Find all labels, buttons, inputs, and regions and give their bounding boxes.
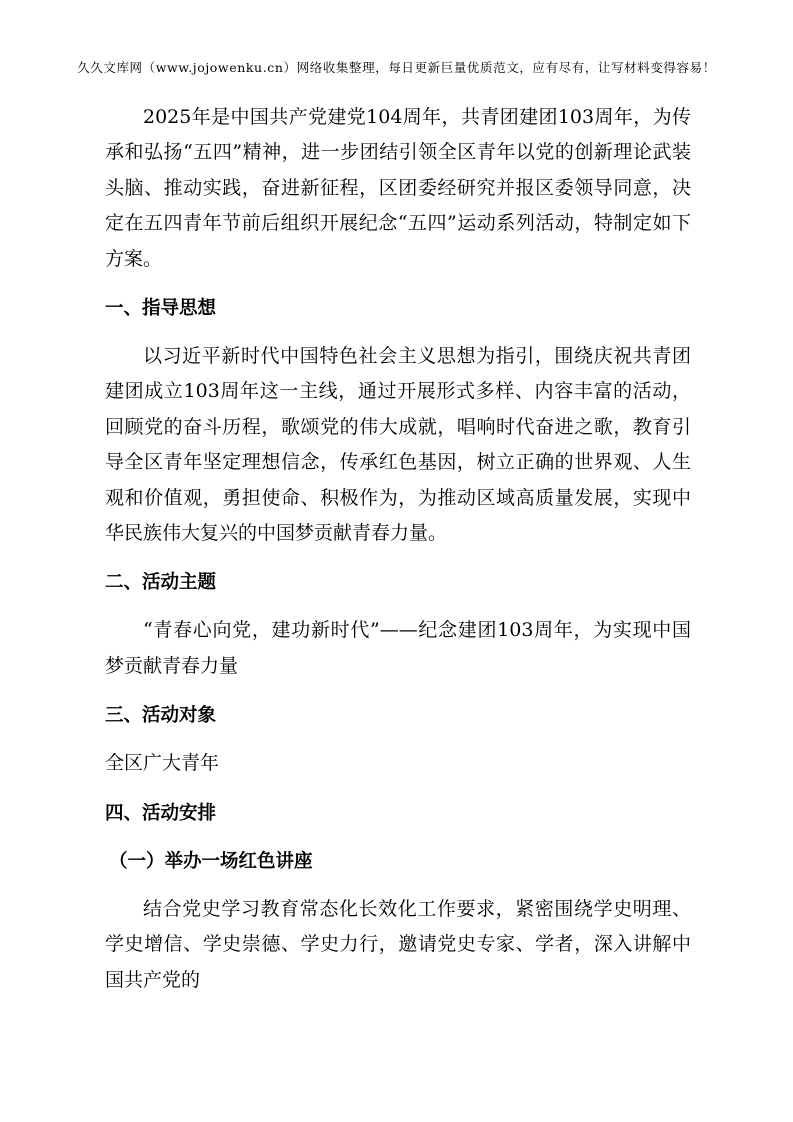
section-title-theme: 二、活动主题 [105,572,217,594]
section-title-target: 三、活动对象 [105,705,217,727]
target-paragraph: 全区广大青年 [105,752,220,775]
intro-paragraph: 2025年是中国共产党建党104周年，共青团建团103周年，为传承和弘扬“五四”精神，进一步团结引领全区青年以党的创新理论武装头脑、推动实践，奋进新征程，区团委经研究并报区委领导同意，决定在五四青年节前后组织开展纪念“五四”运动系列活动，特制定如下方案。 [105,106,691,270]
subsection-title-lecture: （一）举办一场红色讲座 [109,850,313,872]
page-header: 久久文库网（www.jojowenku.cn）网络收集整理，每日更新巨量优质范文，应有尽有，让写材料变得容易！ [77,60,716,75]
lecture-paragraph: 结合党史学习教育常态化长效化工作要求，紧密围绕学史明理、学史增信、学史崇德、学史力行，邀请党史专家、学者，深入讲解中国共产党的 [105,897,691,991]
section-title-guiding: 一、指导思想 [105,298,217,320]
section-title-schedule: 四、活动安排 [105,802,217,824]
document-body [105,100,691,998]
theme-paragraph: “青春心向党，建功新时代”——纪念建团103周年，为实现中国梦贡献青春力量 [105,619,691,677]
guiding-paragraph: 以习近平新时代中国特色社会主义思想为指引，围绕庆祝共青团建团成立103周年这一主线，通过开展形式多样、内容丰富的活动，回顾党的奋斗历程，歌颂党的伟大成就，唱响时代奋进之歌，教育引导全区青年坚定理想信念，传承红色基因，树立正确的世界观、人生观和价值观，勇担使命、积极作为，为推动区域高质量发展，实现中华民族伟大复兴的中国梦贡献青春力量。 [105,345,691,545]
